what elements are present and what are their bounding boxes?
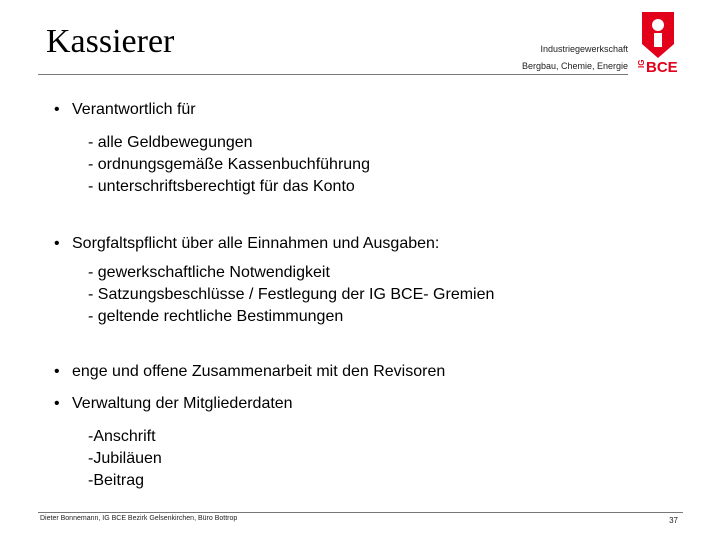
list-item: -Jubiläuen <box>88 450 162 467</box>
page-number: 37 <box>669 516 678 525</box>
bullet-sorgfaltspflicht: • Sorgfaltspflicht über alle Einnahmen und Ausgaben: <box>54 235 440 252</box>
list-item: - Satzungsbeschlüsse / Festlegung der IG BCE- Gremien <box>88 286 495 303</box>
logo-circle <box>652 19 664 31</box>
list-item: -Anschrift <box>88 428 156 445</box>
org-name-line1: Industriegewerkschaft <box>540 44 628 54</box>
org-name-line2: Bergbau, Chemie, Energie <box>521 61 628 71</box>
logo-bce-text: BCE <box>646 59 678 74</box>
list-item: - ordnungsgemäße Kassenbuchführung <box>88 156 370 173</box>
footer-text: Dieter Bonnemann, IG BCE Bezirk Gelsenkirchen, Büro Bottrop <box>40 515 238 522</box>
logo-ig-text: IG <box>637 59 646 68</box>
ig-bce-logo <box>634 10 680 74</box>
list-item: - alle Geldbewegungen <box>88 134 253 151</box>
footer-divider <box>38 512 683 513</box>
bullet-verantwortlich: • Verantwortlich für <box>54 101 196 118</box>
list-item: -Beitrag <box>88 472 145 489</box>
bullet-mitgliederdaten: • Verwaltung der Mitgliederdaten <box>54 395 293 412</box>
list-item: - gewerkschaftliche Notwendigkeit <box>88 264 330 281</box>
bullet-zusammenarbeit: • enge und offene Zusammenarbeit mit den Revisoren <box>54 363 446 380</box>
slide-title: Kassierer <box>46 23 175 60</box>
list-item: - unterschriftsberechtigt für das Konto <box>88 178 355 195</box>
list-item: - geltende rechtliche Bestimmungen <box>88 308 344 325</box>
header-divider <box>38 74 628 75</box>
